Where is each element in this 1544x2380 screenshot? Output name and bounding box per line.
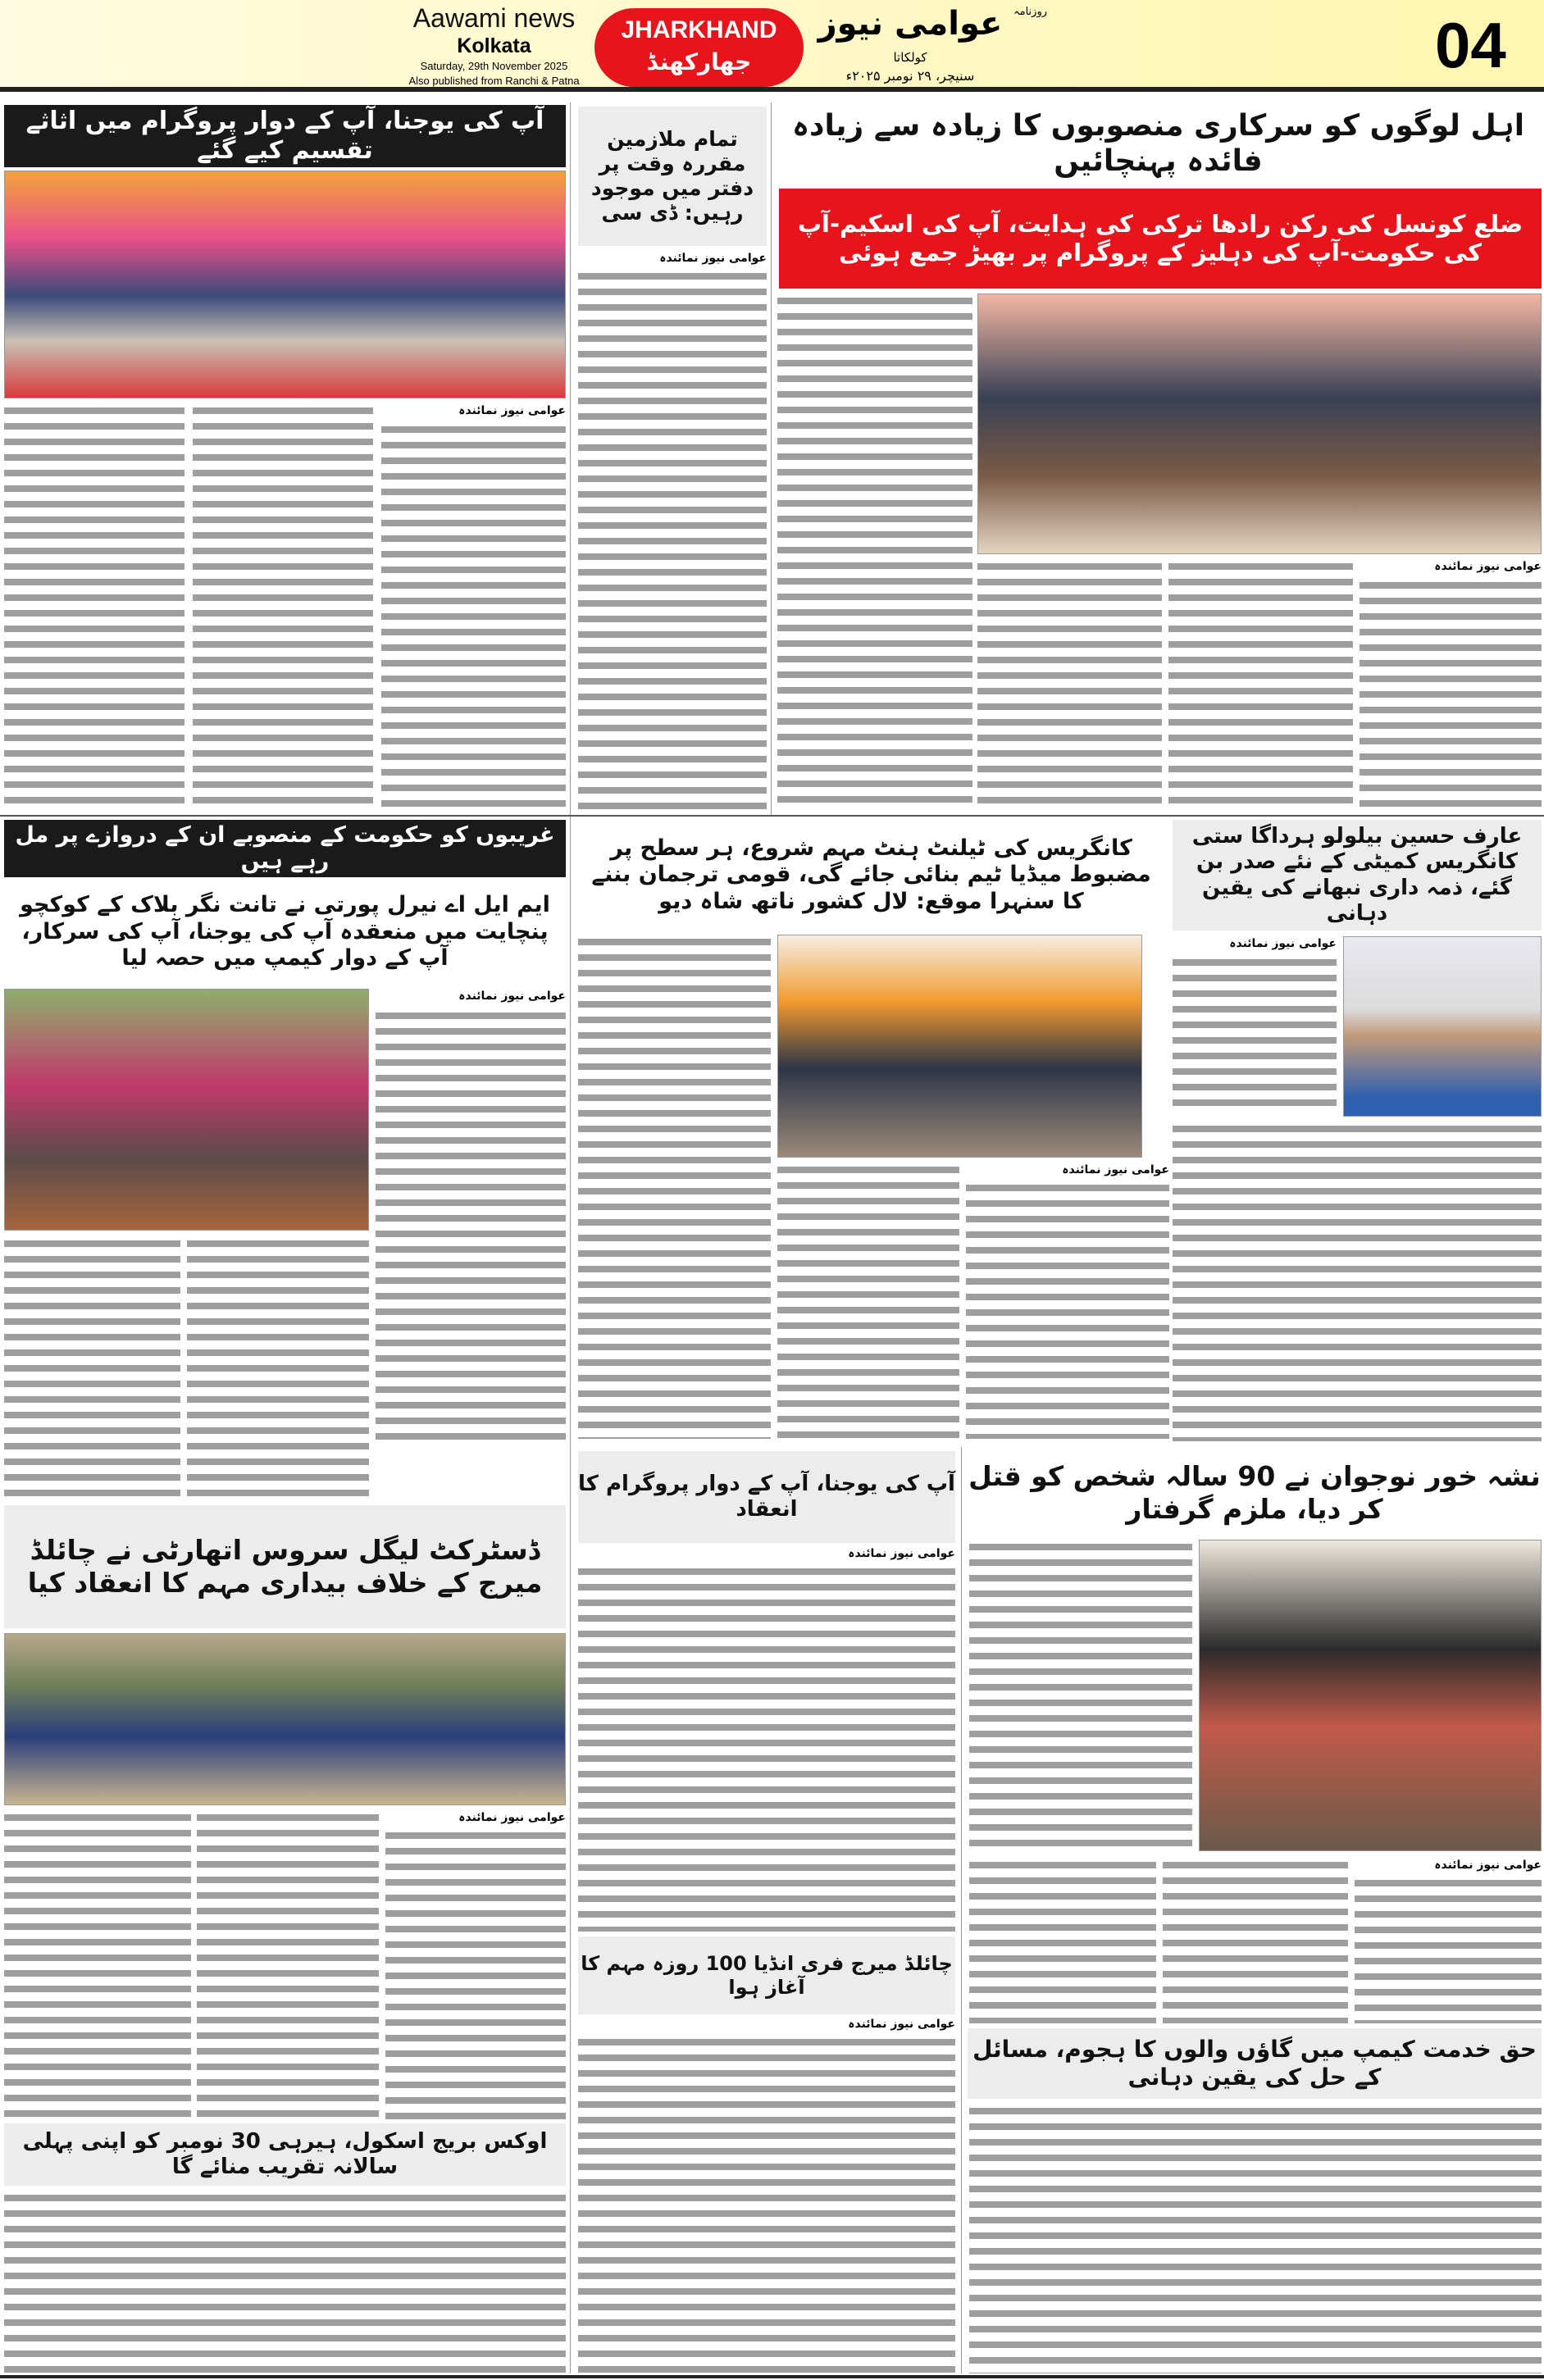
headline: آپ کی یوجنا، آپ کے دوار پروگرام میں اثاثے تقسیم کیے گئے [4, 105, 566, 167]
article-body [193, 403, 373, 809]
article-body [4, 403, 184, 809]
byline: عوامی نیوز نمائندہ [1062, 1163, 1169, 1176]
headline: تمام ملازمین مقررہ وقت پر دفتر میں موجود رہیں: ڈی سی [578, 107, 767, 246]
article-body [969, 1858, 1156, 2023]
english-name: Aawami news [412, 3, 576, 33]
headline: اہل لوگوں کو سرکاری منصوبوں کا زیادہ سے زیادہ فائدہ پہنچائیں [791, 108, 1525, 178]
article-body [1163, 1858, 1348, 2023]
article-body [1173, 955, 1337, 1115]
footer-rule [0, 2375, 1544, 2378]
headline: ڈسٹرکٹ لیگل سروس اتھارٹی نے چائلڈ میرج کے خلاف بیداری مہم کا انعقاد کیا [4, 1505, 566, 1628]
page-number: 04 [1435, 9, 1506, 81]
article-body [197, 1810, 379, 2119]
byline: عوامی نیوز نمائندہ [659, 252, 767, 265]
news-photo [777, 935, 1142, 1158]
editions: Also published from Ranchi & Patna [408, 75, 580, 87]
byline: عوامی نیوز نمائندہ [1229, 937, 1337, 950]
news-photo [1199, 1540, 1542, 1851]
headline: نشہ خور نوجوان نے 90 سالہ شخص کو قتل کر دیا، ملزم گرفتار [968, 1460, 1541, 1525]
headline: حق خدمت کیمپ میں گاؤں والوں کا ہجوم، مسائل کے حل کی یقین دہانی [968, 2028, 1542, 2099]
article-body [1360, 578, 1542, 810]
article-body [385, 1828, 566, 2119]
article-body [977, 559, 1162, 810]
headline: ایم ایل اے نیرل پورتی نے تانت نگر بلاک کے کوکچو پنچایت میں منعقدہ آپ کی یوجنا، آپ کی سرکار، آپ کے دوار کیمپ میں حصہ لیا [20, 892, 550, 972]
news-photo [977, 294, 1542, 554]
kicker-headline: غریبوں کو حکومت کے منصوبے ان کے دروازے پر مل رہے ہیں [4, 820, 566, 877]
divider [0, 815, 1544, 817]
news-photo [4, 1633, 566, 1805]
byline: عوامی نیوز نمائندہ [848, 1547, 955, 1560]
byline: عوامی نیوز نمائندہ [458, 990, 566, 1003]
headline: چائلڈ میرج فری انڈیا 100 روزہ مہم کا آغاز ہوا [578, 1936, 955, 2014]
headline: اوکس بریج اسکول، ہیرہی 30 نومبر کو اپنی پہلی سالانہ تقریب منائے گا [4, 2123, 566, 2186]
subheadline: ضلع کونسل کی رکن رادھا ترکی کی ہدایت، آپ کی اسکیم-آپ کی حکومت-آپ کی دہلیز کے پروگرام پر بھیڑ جمع ہوئی [779, 189, 1542, 289]
article-body [4, 2191, 566, 2373]
article-body [777, 294, 972, 810]
article-body [969, 2104, 1542, 2373]
article-body [376, 1008, 566, 1443]
article-body [578, 269, 767, 810]
article-body [578, 935, 771, 1439]
article-body [1173, 1122, 1542, 1441]
article-body [1168, 559, 1353, 810]
article-body [4, 1810, 191, 2119]
column-rule [570, 102, 571, 2373]
urdu-date: سنیچر، ۲۹ نومبر ۲۰۲۵ء [845, 68, 975, 84]
news-photo [4, 989, 369, 1231]
date: Saturday, 29th November 2025 [420, 60, 568, 72]
byline: عوامی نیوز نمائندہ [1434, 560, 1542, 573]
article-body [578, 1564, 955, 1932]
article-body [381, 422, 566, 809]
article-body [187, 1236, 369, 1500]
urdu-tag: روزنامہ [1013, 6, 1047, 18]
byline: عوامی نیوز نمائندہ [1434, 1859, 1542, 1872]
headline: عارف حسین بیلولو ہرداگا ستی کانگریس کمیٹی کے نئے صدر بن گئے، ذمہ داری نبھانے کی یقین دہانی [1173, 820, 1542, 931]
article-body [578, 2035, 955, 2373]
column-rule [961, 1447, 962, 2373]
section-ur: جھارکھنڈ [646, 48, 752, 75]
news-photo [1343, 936, 1542, 1117]
urdu-logo: عوامی نیوز [818, 5, 1003, 43]
city: Kolkata [457, 34, 531, 57]
headline: کانگریس کی ٹیلنٹ ہنٹ مہم شروع، ہر سطح پر مضبوط میڈیا ٹیم بنائی جائے گی، قومی ترجمان بننے کا سنہرا موقع: لال کشور ناتھ شاہ دیو [591, 835, 1151, 914]
section-en: JHARKHAND [621, 16, 777, 43]
news-photo [4, 171, 566, 398]
article-body [4, 1236, 180, 1500]
article-body [777, 1163, 959, 1439]
article-body [1355, 1876, 1542, 2023]
article-body [966, 1181, 1169, 1439]
byline: عوامی نیوز نمائندہ [458, 1811, 566, 1824]
article-body [969, 1540, 1192, 1855]
byline: عوامی نیوز نمائندہ [458, 404, 566, 417]
urdu-city: کولکاتا [893, 50, 927, 65]
byline: عوامی نیوز نمائندہ [848, 2018, 955, 2031]
headline: آپ کی یوجنا، آپ کے دوار پروگرام کا انعقاد [578, 1451, 955, 1543]
column-rule [771, 102, 772, 816]
section-badge [594, 8, 804, 87]
